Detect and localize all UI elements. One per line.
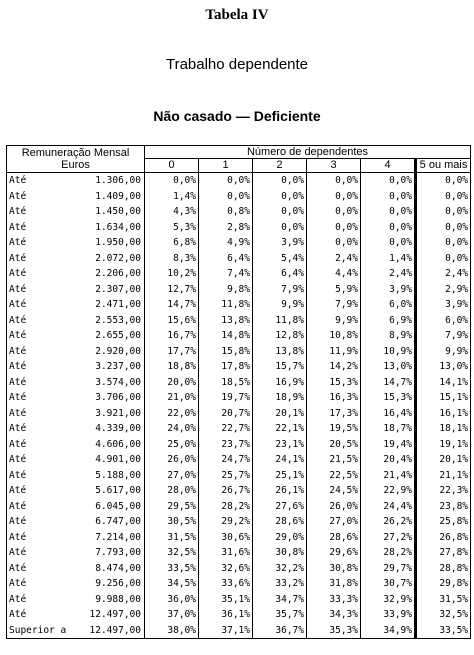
row-amount: 1.450,00 bbox=[95, 206, 141, 217]
rate-cell: 21,4% bbox=[361, 468, 416, 484]
dependents-column-header: 2 bbox=[253, 159, 307, 173]
rate-cell: 13,8% bbox=[253, 344, 307, 360]
table-row bbox=[7, 173, 471, 189]
rate-cell: 20,1% bbox=[416, 452, 471, 468]
remuneration-header bbox=[7, 146, 145, 173]
table-row bbox=[7, 576, 471, 592]
rate-cell: 33,5% bbox=[416, 623, 471, 639]
row-amount: 7.214,00 bbox=[95, 531, 141, 543]
rate-cell: 0,0% bbox=[253, 204, 307, 220]
row-label: Até bbox=[7, 499, 71, 515]
rate-cell: 30,8% bbox=[253, 545, 307, 561]
rate-cell: 7,4% bbox=[199, 266, 253, 282]
rate-cell: 37,1% bbox=[199, 623, 253, 639]
rate-cell: 12,7% bbox=[145, 282, 199, 298]
table-row bbox=[7, 623, 471, 639]
rate-cell: 12,8% bbox=[253, 328, 307, 344]
rate-cell: 36,0% bbox=[145, 592, 199, 608]
rate-cell: 14,8% bbox=[199, 328, 253, 344]
rate-cell: 20,1% bbox=[253, 406, 307, 422]
rate-cell: 10,2% bbox=[145, 266, 199, 282]
row-label: Superior a bbox=[7, 623, 71, 639]
rate-cell: 2,4% bbox=[416, 266, 471, 282]
rate-cell: 26,8% bbox=[416, 530, 471, 546]
rate-cell: 29,0% bbox=[253, 530, 307, 546]
rate-cell: 0,0% bbox=[307, 235, 361, 251]
rate-cell: 0,0% bbox=[416, 173, 471, 189]
row-amount: 2.471,00 bbox=[95, 299, 141, 310]
row-label: Até bbox=[7, 204, 71, 220]
rate-cell: 14,7% bbox=[145, 297, 199, 313]
rate-cell: 24,5% bbox=[307, 483, 361, 499]
rate-cell: 5,4% bbox=[253, 251, 307, 267]
rate-cell: 5,9% bbox=[307, 282, 361, 298]
rate-cell: 0,0% bbox=[416, 251, 471, 267]
rate-cell: 5,3% bbox=[145, 220, 199, 236]
rate-cell: 21,1% bbox=[416, 468, 471, 484]
rate-cell: 28,0% bbox=[145, 483, 199, 499]
rate-cell: 28,2% bbox=[361, 545, 416, 561]
table-row bbox=[7, 266, 471, 282]
rate-cell: 16,9% bbox=[253, 375, 307, 391]
rate-cell: 0,0% bbox=[199, 173, 253, 189]
dependents-column-header: 0 bbox=[145, 159, 199, 173]
subtitle: Trabalho dependente bbox=[165, 56, 309, 73]
rate-cell: 29,6% bbox=[307, 545, 361, 561]
rate-cell: 20,4% bbox=[361, 452, 416, 468]
row-label: Até bbox=[7, 220, 71, 236]
table-row bbox=[7, 452, 471, 468]
table-body bbox=[7, 173, 471, 639]
rate-cell: 25,0% bbox=[145, 437, 199, 453]
rate-cell: 24,7% bbox=[199, 452, 253, 468]
rate-cell: 0,0% bbox=[253, 173, 307, 189]
table-row bbox=[7, 328, 471, 344]
rate-cell: 10,9% bbox=[361, 344, 416, 360]
rate-cell: 0,0% bbox=[199, 189, 253, 205]
rate-cell: 4,4% bbox=[307, 266, 361, 282]
rate-cell: 0,0% bbox=[361, 235, 416, 251]
rate-cell: 18,7% bbox=[361, 421, 416, 437]
rate-cell: 37,0% bbox=[145, 607, 199, 623]
rate-cell: 14,7% bbox=[361, 375, 416, 391]
row-amount: 6.045,00 bbox=[95, 500, 141, 512]
row-amount: 1.306,00 bbox=[95, 175, 141, 186]
dependents-column-header: 3 bbox=[307, 159, 361, 173]
table-row bbox=[7, 545, 471, 561]
rate-cell: 27,2% bbox=[361, 530, 416, 546]
rate-cell: 33,9% bbox=[361, 607, 416, 623]
rate-cell: 16,7% bbox=[145, 328, 199, 344]
table-row bbox=[7, 483, 471, 499]
rate-cell: 14,2% bbox=[307, 359, 361, 375]
rate-cell: 7,9% bbox=[253, 282, 307, 298]
table-row bbox=[7, 561, 471, 577]
rate-cell: 0,0% bbox=[416, 235, 471, 251]
rate-cell: 9,9% bbox=[253, 297, 307, 313]
row-amount: 1.409,00 bbox=[95, 190, 141, 202]
rate-cell: 6,0% bbox=[361, 297, 416, 313]
rate-cell: 15,8% bbox=[199, 344, 253, 360]
rate-cell: 6,9% bbox=[361, 313, 416, 329]
rate-cell: 23,1% bbox=[253, 437, 307, 453]
rate-cell: 2,9% bbox=[416, 282, 471, 298]
rate-cell: 6,4% bbox=[199, 251, 253, 267]
remuneration-header-line2: Euros bbox=[61, 159, 90, 171]
rate-cell: 24,4% bbox=[361, 499, 416, 515]
row-label: Até bbox=[7, 576, 71, 592]
remuneration-header-line1: Remuneração Mensal bbox=[21, 147, 130, 159]
rate-cell: 0,0% bbox=[145, 173, 199, 189]
row-label: Até bbox=[7, 530, 71, 546]
table-row bbox=[7, 313, 471, 329]
table-row bbox=[7, 530, 471, 546]
rate-cell: 25,1% bbox=[253, 468, 307, 484]
row-label: Até bbox=[7, 297, 71, 313]
table-row bbox=[7, 220, 471, 236]
rate-cell: 22,3% bbox=[416, 483, 471, 499]
rate-cell: 33,2% bbox=[253, 576, 307, 592]
rate-cell: 0,0% bbox=[307, 189, 361, 205]
rate-cell: 15,3% bbox=[307, 375, 361, 391]
rate-cell: 21,0% bbox=[145, 390, 199, 406]
rate-cell: 22,1% bbox=[253, 421, 307, 437]
row-label: Até bbox=[7, 421, 71, 437]
rate-cell: 29,8% bbox=[416, 576, 471, 592]
rate-cell: 19,1% bbox=[416, 437, 471, 453]
row-label: Até bbox=[7, 483, 71, 499]
rate-cell: 13,0% bbox=[361, 359, 416, 375]
rate-cell: 0,0% bbox=[307, 220, 361, 236]
rate-cell: 24,1% bbox=[253, 452, 307, 468]
rate-cell: 1,4% bbox=[361, 251, 416, 267]
rate-cell: 16,1% bbox=[416, 406, 471, 422]
table-row bbox=[7, 468, 471, 484]
rate-cell: 24,0% bbox=[145, 421, 199, 437]
rate-cell: 23,8% bbox=[416, 499, 471, 515]
row-amount: 3.574,00 bbox=[95, 376, 141, 388]
rate-cell: 7,9% bbox=[307, 297, 361, 313]
rate-cell: 11,8% bbox=[199, 297, 253, 313]
rate-cell: 36,1% bbox=[199, 607, 253, 623]
rate-cell: 15,1% bbox=[416, 390, 471, 406]
rate-cell: 25,7% bbox=[199, 468, 253, 484]
rate-cell: 34,5% bbox=[145, 576, 199, 592]
table-row bbox=[7, 607, 471, 623]
rate-cell: 18,8% bbox=[145, 359, 199, 375]
row-label: Até bbox=[7, 545, 71, 561]
rate-cell: 34,3% bbox=[307, 607, 361, 623]
table-row bbox=[7, 204, 471, 220]
row-label: Até bbox=[7, 514, 71, 530]
row-amount: 2.307,00 bbox=[95, 283, 141, 295]
rate-cell: 18,1% bbox=[416, 421, 471, 437]
row-label: Até bbox=[7, 468, 71, 484]
row-amount: 6.747,00 bbox=[95, 516, 141, 527]
row-label: Até bbox=[7, 328, 71, 344]
rate-cell: 0,0% bbox=[307, 173, 361, 189]
table-row bbox=[7, 514, 471, 530]
rate-cell: 4,9% bbox=[199, 235, 253, 251]
rate-cell: 0,0% bbox=[307, 204, 361, 220]
rate-cell: 18,9% bbox=[253, 390, 307, 406]
row-amount: 4.606,00 bbox=[95, 438, 141, 450]
rate-cell: 14,1% bbox=[416, 375, 471, 391]
rate-cell: 2,4% bbox=[307, 251, 361, 267]
row-amount: 9.988,00 bbox=[95, 593, 141, 605]
row-label: Até bbox=[7, 251, 71, 267]
rate-cell: 11,8% bbox=[253, 313, 307, 329]
rate-cell: 34,9% bbox=[361, 623, 416, 639]
rate-cell: 32,9% bbox=[361, 592, 416, 608]
rate-cell: 31,5% bbox=[416, 592, 471, 608]
rate-cell: 22,5% bbox=[307, 468, 361, 484]
rate-cell: 31,6% bbox=[199, 545, 253, 561]
rate-cell: 18,5% bbox=[199, 375, 253, 391]
rate-cell: 6,0% bbox=[416, 313, 471, 329]
row-label: Até bbox=[7, 592, 71, 608]
table-row bbox=[7, 499, 471, 515]
rate-cell: 33,5% bbox=[145, 561, 199, 577]
rate-cell: 8,3% bbox=[145, 251, 199, 267]
row-label: Até bbox=[7, 561, 71, 577]
rate-cell: 21,5% bbox=[307, 452, 361, 468]
rate-cell: 33,6% bbox=[199, 576, 253, 592]
rate-cell: 7,9% bbox=[416, 328, 471, 344]
rate-cell: 3,9% bbox=[361, 282, 416, 298]
rate-cell: 0,0% bbox=[361, 204, 416, 220]
row-label: Até bbox=[7, 266, 71, 282]
rate-cell: 0,0% bbox=[416, 204, 471, 220]
rate-cell: 32,2% bbox=[253, 561, 307, 577]
rate-cell: 17,3% bbox=[307, 406, 361, 422]
rate-cell: 15,3% bbox=[361, 390, 416, 406]
rate-cell: 20,0% bbox=[145, 375, 199, 391]
rate-cell: 0,0% bbox=[253, 220, 307, 236]
row-amount: 3.237,00 bbox=[95, 361, 141, 372]
row-amount: 1.634,00 bbox=[95, 221, 141, 233]
rate-cell: 11,9% bbox=[307, 344, 361, 360]
rate-cell: 13,8% bbox=[199, 313, 253, 329]
rate-cell: 35,3% bbox=[307, 623, 361, 639]
rate-cell: 15,6% bbox=[145, 313, 199, 329]
rate-cell: 10,8% bbox=[307, 328, 361, 344]
row-label: Até bbox=[7, 344, 71, 360]
table-row bbox=[7, 592, 471, 608]
table-row bbox=[7, 359, 471, 375]
rate-cell: 27,8% bbox=[416, 545, 471, 561]
rate-cell: 8,9% bbox=[361, 328, 416, 344]
dependents-column-header: 1 bbox=[199, 159, 253, 173]
rate-cell: 0,0% bbox=[416, 189, 471, 205]
row-amount: 7.793,00 bbox=[95, 547, 141, 558]
rate-cell: 22,0% bbox=[145, 406, 199, 422]
rate-cell: 29,2% bbox=[199, 514, 253, 530]
rate-cell: 0,0% bbox=[361, 220, 416, 236]
table-row bbox=[7, 235, 471, 251]
row-amount: 4.901,00 bbox=[95, 454, 141, 465]
row-label: Até bbox=[7, 189, 71, 205]
rate-cell: 9,9% bbox=[307, 313, 361, 329]
rate-cell: 32,6% bbox=[199, 561, 253, 577]
rate-cell: 3,9% bbox=[416, 297, 471, 313]
row-amount: 4.339,00 bbox=[95, 423, 141, 434]
rate-cell: 2,8% bbox=[199, 220, 253, 236]
row-amount: 9.256,00 bbox=[95, 578, 141, 589]
rate-cell: 29,5% bbox=[145, 499, 199, 515]
row-amount: 12.497,00 bbox=[89, 609, 141, 620]
rate-cell: 27,0% bbox=[307, 514, 361, 530]
table-heading: Não casado — Deficiente bbox=[153, 108, 321, 124]
rate-cell: 0,0% bbox=[361, 189, 416, 205]
rate-cell: 13,0% bbox=[416, 359, 471, 375]
rate-cell: 1,4% bbox=[145, 189, 199, 205]
rate-cell: 30,5% bbox=[145, 514, 199, 530]
rate-cell: 16,3% bbox=[307, 390, 361, 406]
dependents-header: Número de dependentes bbox=[145, 146, 471, 159]
row-amount: 2.206,00 bbox=[95, 268, 141, 279]
row-amount: 5.188,00 bbox=[95, 469, 141, 481]
rate-cell: 20,7% bbox=[199, 406, 253, 422]
rate-cell: 28,8% bbox=[416, 561, 471, 577]
row-amount: 12.497,00 bbox=[71, 623, 145, 639]
rate-cell: 31,8% bbox=[307, 576, 361, 592]
rate-cell: 17,8% bbox=[199, 359, 253, 375]
rate-cell: 26,2% bbox=[361, 514, 416, 530]
rate-cell: 33,3% bbox=[307, 592, 361, 608]
row-amount: 5.617,00 bbox=[95, 485, 141, 496]
rate-cell: 32,5% bbox=[145, 545, 199, 561]
row-amount: 2.553,00 bbox=[95, 314, 141, 326]
rate-cell: 30,7% bbox=[361, 576, 416, 592]
row-amount: 8.474,00 bbox=[95, 562, 141, 574]
row-label: Até bbox=[7, 235, 71, 251]
table-row bbox=[7, 437, 471, 453]
rate-cell: 19,7% bbox=[199, 390, 253, 406]
table-row bbox=[7, 421, 471, 437]
table-row bbox=[7, 251, 471, 267]
table-row bbox=[7, 375, 471, 391]
rate-cell: 31,5% bbox=[145, 530, 199, 546]
table-row bbox=[7, 282, 471, 298]
dependents-column-header: 5 ou mais bbox=[416, 159, 471, 173]
row-amount: 2.072,00 bbox=[95, 252, 141, 264]
rate-cell: 15,7% bbox=[253, 359, 307, 375]
row-amount: 1.950,00 bbox=[95, 237, 141, 248]
rate-cell: 0,8% bbox=[199, 204, 253, 220]
row-label: Até bbox=[7, 282, 71, 298]
table-row bbox=[7, 390, 471, 406]
rate-cell: 20,5% bbox=[307, 437, 361, 453]
row-label: Até bbox=[7, 375, 71, 391]
rate-cell: 26,0% bbox=[145, 452, 199, 468]
rate-cell: 32,5% bbox=[416, 607, 471, 623]
rate-cell: 28,6% bbox=[253, 514, 307, 530]
table-row bbox=[7, 406, 471, 422]
rate-cell: 4,3% bbox=[145, 204, 199, 220]
row-label: Até bbox=[7, 390, 71, 406]
rate-cell: 16,4% bbox=[361, 406, 416, 422]
rate-cell: 19,4% bbox=[361, 437, 416, 453]
rate-cell: 6,4% bbox=[253, 266, 307, 282]
rate-cell: 19,5% bbox=[307, 421, 361, 437]
rate-cell: 9,8% bbox=[199, 282, 253, 298]
table-row bbox=[7, 189, 471, 205]
rate-cell: 3,9% bbox=[253, 235, 307, 251]
rate-cell: 2,4% bbox=[361, 266, 416, 282]
dependents-column-header: 4 bbox=[361, 159, 416, 173]
rate-cell: 26,7% bbox=[199, 483, 253, 499]
rate-cell: 23,7% bbox=[199, 437, 253, 453]
row-label: Até bbox=[7, 607, 71, 623]
rate-cell: 28,6% bbox=[307, 530, 361, 546]
table-number-title: Tabela IV bbox=[205, 7, 269, 23]
rate-cell: 36,7% bbox=[253, 623, 307, 639]
rate-cell: 29,7% bbox=[361, 561, 416, 577]
rate-cell: 22,9% bbox=[361, 483, 416, 499]
withholding-table bbox=[6, 145, 471, 639]
row-label: Até bbox=[7, 406, 71, 422]
rate-cell: 26,0% bbox=[307, 499, 361, 515]
rate-cell: 30,8% bbox=[307, 561, 361, 577]
row-label: Até bbox=[7, 437, 71, 453]
rate-cell: 0,0% bbox=[416, 220, 471, 236]
row-label: Até bbox=[7, 313, 71, 329]
table-row bbox=[7, 344, 471, 360]
row-label: Até bbox=[7, 452, 71, 468]
rate-cell: 26,1% bbox=[253, 483, 307, 499]
rate-cell: 22,7% bbox=[199, 421, 253, 437]
rate-cell: 6,8% bbox=[145, 235, 199, 251]
rate-cell: 25,8% bbox=[416, 514, 471, 530]
row-amount: 2.655,00 bbox=[95, 330, 141, 341]
rate-cell: 27,6% bbox=[253, 499, 307, 515]
rate-cell: 35,7% bbox=[253, 607, 307, 623]
rate-cell: 30,6% bbox=[199, 530, 253, 546]
rate-cell: 27,0% bbox=[145, 468, 199, 484]
rate-cell: 0,0% bbox=[361, 173, 416, 189]
rate-cell: 28,2% bbox=[199, 499, 253, 515]
rate-cell: 34,7% bbox=[253, 592, 307, 608]
row-label: Até bbox=[7, 359, 71, 375]
rate-cell: 17,7% bbox=[145, 344, 199, 360]
row-label: Até bbox=[7, 173, 71, 189]
row-amount: 3.921,00 bbox=[95, 407, 141, 419]
row-amount: 3.706,00 bbox=[95, 392, 141, 403]
rate-cell: 0,0% bbox=[253, 189, 307, 205]
rate-cell: 9,9% bbox=[416, 344, 471, 360]
rate-cell: 38,0% bbox=[145, 623, 199, 639]
row-amount: 2.920,00 bbox=[95, 345, 141, 357]
table-row bbox=[7, 297, 471, 313]
rate-cell: 35,1% bbox=[199, 592, 253, 608]
